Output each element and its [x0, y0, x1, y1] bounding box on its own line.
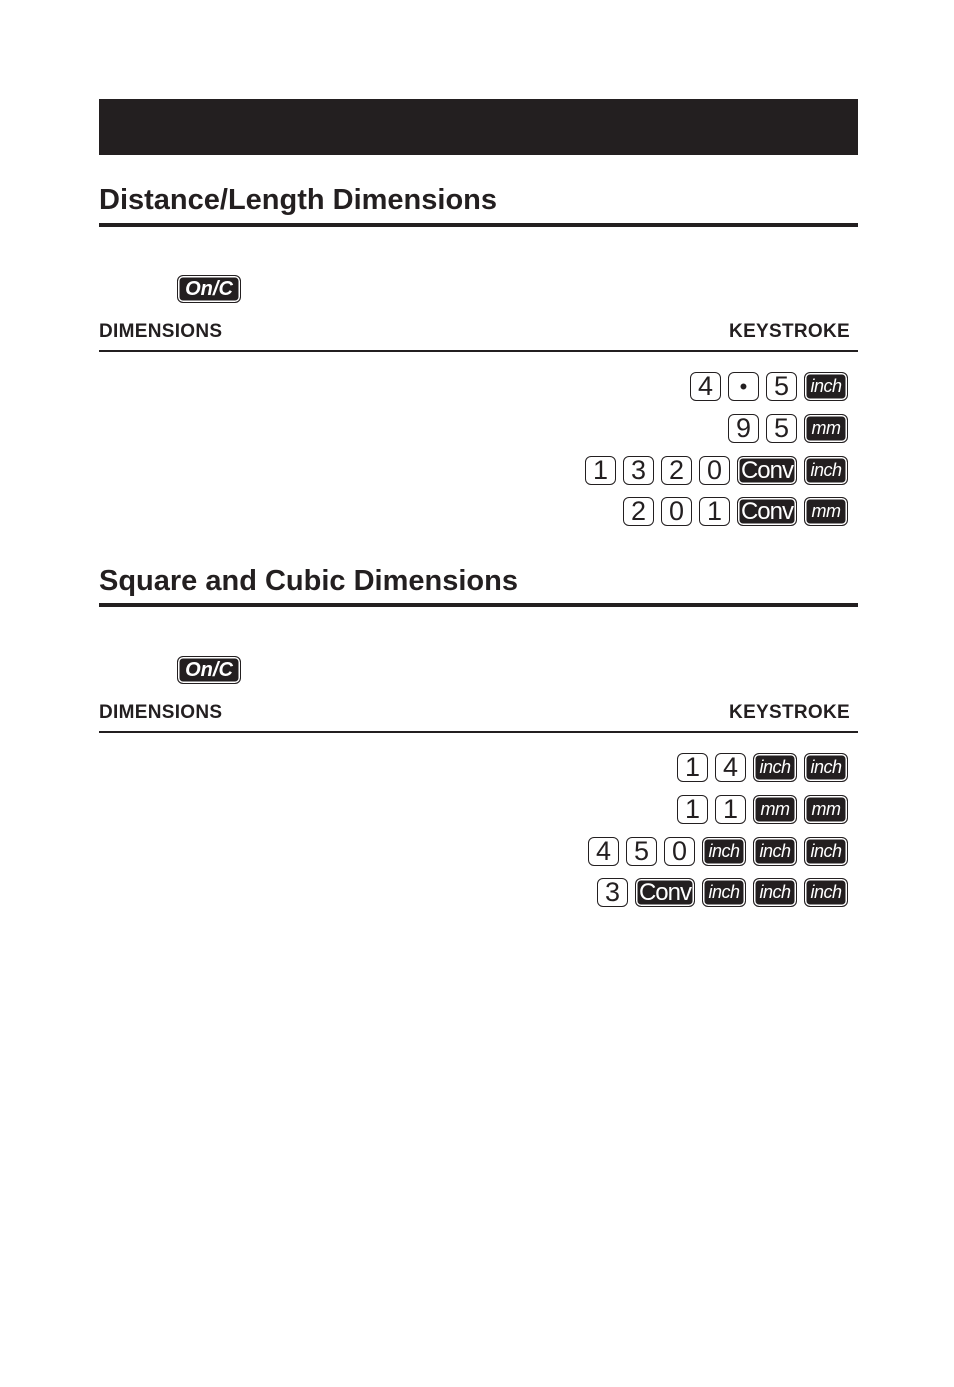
clear-key-group	[177, 656, 241, 684]
key-conv: Conv	[635, 878, 695, 907]
key-mm: mm	[753, 795, 797, 824]
key-0: 0	[661, 497, 692, 526]
keystroke-header: KEYSTROKE	[729, 702, 850, 723]
header-bar	[99, 99, 858, 155]
key-inch: inch	[702, 837, 746, 866]
key-conv: Conv	[737, 497, 797, 526]
section-title-square-cubic: Square and Cubic Dimensions	[99, 565, 518, 597]
keystroke-row	[588, 836, 848, 867]
keystroke-row	[597, 877, 848, 908]
key-inch: inch	[804, 837, 848, 866]
keystroke-row	[728, 413, 848, 444]
key-mm: mm	[804, 795, 848, 824]
on-c-key: On/C	[177, 275, 241, 303]
key-3: 3	[623, 456, 654, 485]
keystroke-row	[677, 794, 848, 825]
keystroke-row	[623, 496, 848, 527]
key-inch: inch	[753, 753, 797, 782]
section-title-distance: Distance/Length Dimensions	[99, 184, 498, 216]
key-1: 1	[677, 753, 708, 782]
key-decimal: •	[728, 372, 759, 401]
key-9: 9	[728, 414, 759, 443]
key-mm: mm	[804, 414, 848, 443]
key-inch: inch	[753, 878, 797, 907]
key-inch: inch	[804, 753, 848, 782]
key-5: 5	[626, 837, 657, 866]
key-4: 4	[588, 837, 619, 866]
keystroke-row	[677, 752, 848, 783]
table-rule	[99, 731, 858, 733]
key-0: 0	[664, 837, 695, 866]
key-conv: Conv	[737, 456, 797, 485]
keystroke-row	[690, 371, 848, 402]
key-5: 5	[766, 414, 797, 443]
key-0: 0	[699, 456, 730, 485]
clear-key-group	[177, 275, 241, 303]
key-4: 4	[715, 753, 746, 782]
key-2: 2	[661, 456, 692, 485]
table-rule	[99, 350, 858, 352]
on-c-key: On/C	[177, 656, 241, 684]
key-inch: inch	[753, 837, 797, 866]
key-1: 1	[585, 456, 616, 485]
keystroke-header: KEYSTROKE	[729, 321, 850, 342]
key-mm: mm	[804, 497, 848, 526]
section-rule	[99, 223, 858, 227]
key-3: 3	[597, 878, 628, 907]
key-1: 1	[715, 795, 746, 824]
key-5: 5	[766, 372, 797, 401]
key-1: 1	[699, 497, 730, 526]
key-2: 2	[623, 497, 654, 526]
key-inch: inch	[702, 878, 746, 907]
key-4: 4	[690, 372, 721, 401]
key-1: 1	[677, 795, 708, 824]
key-inch: inch	[804, 456, 848, 485]
dimensions-header: DIMENSIONS	[99, 321, 223, 342]
key-inch: inch	[804, 878, 848, 907]
section-rule	[99, 603, 858, 607]
dimensions-header: DIMENSIONS	[99, 702, 223, 723]
keystroke-row	[585, 455, 848, 486]
key-inch: inch	[804, 372, 848, 401]
